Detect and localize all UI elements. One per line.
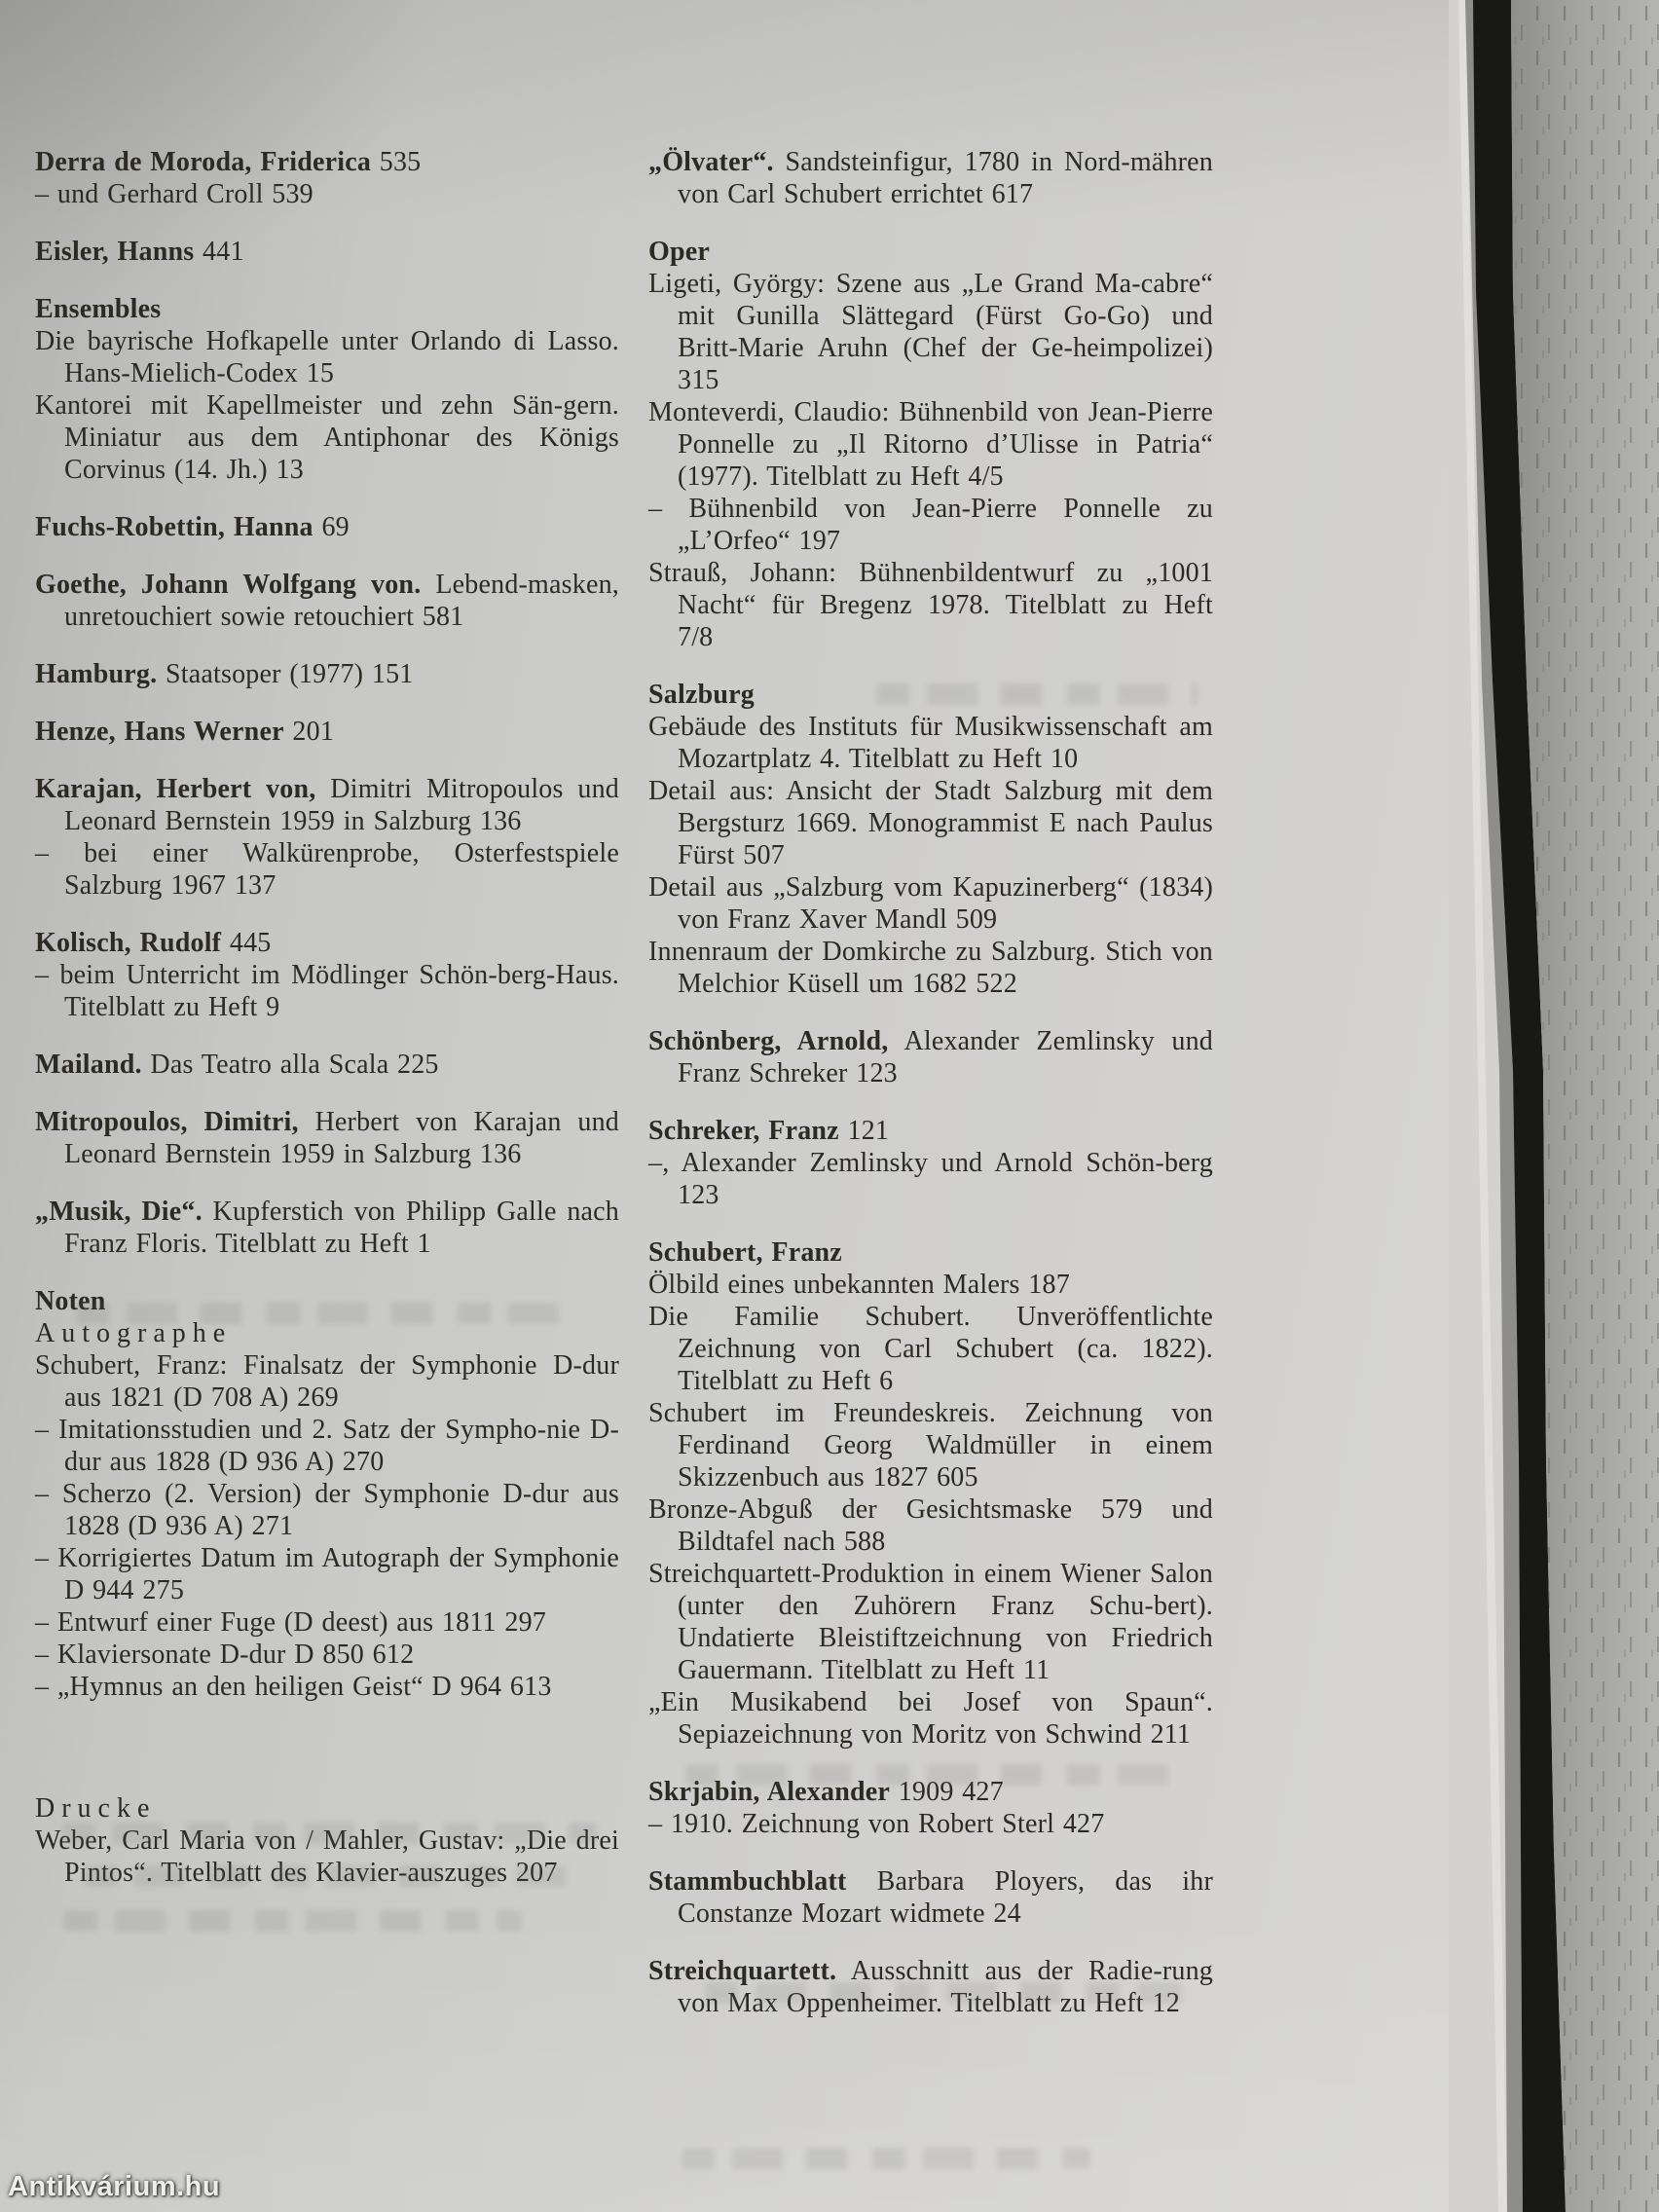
index-entry	[648, 1558, 1213, 1686]
index-entry	[648, 1147, 1213, 1211]
index-entry	[648, 493, 1213, 557]
entry-headword: Schönberg, Arnold,	[648, 1026, 889, 1056]
showthrough-ghost	[64, 1910, 522, 1932]
entry-text: – und Gerhard Croll 539	[35, 179, 313, 209]
entry-text: 535	[371, 147, 422, 177]
entry-text: – beim Unterricht im Mödlinger Schön-berg-Haus. Titelblatt zu Heft 9	[35, 960, 619, 1022]
entry-text: Die Familie Schubert. Unveröffentlichte Zeichnung von Carl Schubert (ca. 1822). Titelblatt zu Heft 6	[648, 1302, 1213, 1396]
entry-text: 69	[313, 512, 350, 542]
entry-text: Detail aus: Ansicht der Stadt Salzburg mit dem Bergsturz 1669. Monogrammist E nach Paulus Fürst 507	[648, 776, 1213, 870]
entry-text: Strauß, Johann: Bühnenbildentwurf zu „1001 Nacht“ für Bregenz 1978. Titelblatt zu Heft 7/8	[648, 558, 1213, 652]
entry-text: Schubert, Franz: Finalsatz der Symphonie D-dur aus 1821 (D 708 A) 269	[35, 1350, 619, 1413]
entry-headword: Noten	[35, 1286, 106, 1316]
entry-text: Kupferstich von Philipp Galle nach Franz Floris. Titelblatt zu Heft 1	[64, 1197, 619, 1259]
index-entry	[648, 268, 1213, 396]
index-entry	[648, 1025, 1213, 1089]
entry-text: Ölbild eines unbekannten Malers 187	[648, 1270, 1070, 1300]
index-entry	[35, 1671, 619, 1703]
index-entry	[35, 1639, 619, 1671]
entry-headword: Skrjabin, Alexander	[648, 1777, 891, 1807]
entry-headword: Eisler, Hanns	[35, 237, 195, 267]
index-entry	[35, 773, 619, 837]
index-entry	[648, 1686, 1213, 1751]
entry-text: – Entwurf einer Fuge (D deest) aus 1811 297	[35, 1607, 546, 1638]
index-entry	[35, 959, 619, 1023]
showthrough-ghost	[76, 1303, 582, 1324]
index-entry	[35, 146, 619, 178]
entry-headword: Ensembles	[35, 294, 162, 324]
entry-text: 1909 427	[890, 1777, 1004, 1807]
index-entry	[648, 1865, 1213, 1930]
entry-text: Barbara Ployers, das ihr Constanze Mozart widmete 24	[678, 1866, 1213, 1929]
entry-text: Staatsoper (1977) 151	[157, 659, 414, 689]
entry-headword: Salzburg	[648, 680, 755, 710]
index-entry	[35, 1606, 619, 1639]
index-entry	[35, 569, 619, 633]
showthrough-ghost	[705, 1982, 1182, 2004]
entry-headword: Henze, Hans Werner	[35, 717, 284, 747]
index-entry	[35, 716, 619, 748]
index-entry	[35, 658, 619, 690]
entry-text: 121	[838, 1116, 890, 1146]
entry-text: – Bühnenbild von Jean-Pierre Ponnelle zu „L’Orfeo“ 197	[648, 494, 1213, 556]
entry-text: Schubert im Freundeskreis. Zeichnung von Ferdinand Georg Waldmüller in einem Skizzenbuch aus 1827 605	[648, 1398, 1213, 1493]
entry-headword: Oper	[648, 237, 711, 267]
entry-text: Herbert von Karajan und Leonard Bernstein 1959 in Salzburg 136	[64, 1107, 619, 1169]
entry-headword: Fuchs-Robettin, Hanna	[35, 512, 313, 542]
entry-text: – „Hymnus an den heiligen Geist“ D 964 613	[35, 1672, 552, 1702]
entry-text: Gebäude des Instituts für Musikwissenschaft am Mozartplatz 4. Titelblatt zu Heft 10	[648, 712, 1213, 774]
entry-headword: Mitropoulos, Dimitri,	[35, 1107, 299, 1137]
entry-text: Innenraum der Domkirche zu Salzburg. Stich von Melchior Küsell um 1682 522	[648, 937, 1213, 999]
index-entry	[648, 557, 1213, 653]
entry-text: Bronze-Abguß der Gesichtsmaske 579 und Bildtafel nach 588	[648, 1494, 1213, 1557]
index-entry	[648, 1493, 1213, 1558]
index-entry	[35, 178, 619, 210]
entry-text: Autographe	[35, 1318, 233, 1348]
index-entry	[35, 389, 619, 486]
entry-headword: Mailand.	[35, 1050, 142, 1080]
entry-text: – Klaviersonate D-dur D 850 612	[35, 1640, 415, 1670]
entry-text: 445	[221, 928, 272, 958]
entry-text: – 1910. Zeichnung von Robert Sterl 427	[648, 1809, 1105, 1839]
index-entry	[35, 837, 619, 902]
section-header	[35, 1792, 619, 1825]
index-entry	[35, 325, 619, 389]
entry-text: –, Alexander Zemlinsky und Arnold Schön-berg 123	[648, 1148, 1213, 1210]
section-header	[648, 236, 1213, 268]
entry-text: – Scherzo (2. Version) der Symphonie D-dur aus 1828 (D 936 A) 271	[35, 1479, 619, 1541]
entry-text: Sandsteinfigur, 1780 in Nord-mähren von Carl Schubert errichtet 617	[678, 147, 1213, 209]
entry-text: Streichquartett-Produktion in einem Wiener Salon (unter den Zuhörern Franz Schu-bert). Undatierte Bleistiftzeichnung von Friedrich Gauermann. Titelblatt zu Heft 11	[648, 1559, 1213, 1685]
entry-headword: „Musik, Die“.	[35, 1197, 203, 1227]
entry-text: Alexander Zemlinsky und Franz Schreker 123	[678, 1026, 1213, 1088]
index-entry	[35, 927, 619, 959]
index-entry	[35, 1542, 619, 1606]
index-entry	[35, 1349, 619, 1414]
entry-text: – Korrigiertes Datum im Autograph der Symphonie D 944 275	[35, 1543, 619, 1605]
section-header	[648, 1236, 1213, 1269]
index-entry	[35, 1414, 619, 1478]
entry-text: Monteverdi, Claudio: Bühnenbild von Jean-Pierre Ponnelle zu „Il Ritorno d’Ulisse in Patria“ (1977). Titelblatt zu Heft 4/5	[648, 397, 1213, 492]
index-entry	[35, 1106, 619, 1170]
index-column-right	[648, 146, 1213, 2019]
entry-headword: Karajan, Herbert von,	[35, 774, 316, 804]
showthrough-ghost	[62, 1823, 598, 1844]
index-entry	[35, 511, 619, 543]
entry-text: Kantorei mit Kapellmeister und zehn Sän-gern. Miniatur aus dem Antiphonar des Königs Corvinus (14. Jh.) 13	[35, 390, 619, 485]
entry-text: Weber, Carl Maria von / Mahler, Gustav: „Die drei Pintos“. Titelblatt des Klavier-auszuges 207	[35, 1825, 619, 1888]
index-entry	[648, 936, 1213, 1000]
entry-text: – Imitationsstudien und 2. Satz der Sympho-nie D-dur aus 1828 (D 936 A) 270	[35, 1415, 619, 1477]
entry-headword: Schubert, Franz	[648, 1237, 842, 1268]
entry-text: Das Teatro alla Scala 225	[141, 1050, 439, 1080]
entry-text: 201	[283, 717, 335, 747]
entry-headword: Schreker, Franz	[648, 1116, 839, 1146]
section-header	[35, 293, 619, 325]
index-entry	[648, 711, 1213, 775]
index-entry	[648, 1301, 1213, 1397]
index-entry	[648, 775, 1213, 871]
index-entry	[35, 1478, 619, 1542]
entry-headword: Kolisch, Rudolf	[35, 928, 222, 958]
index-entry	[35, 1196, 619, 1260]
index-entry	[648, 146, 1213, 210]
entry-headword: Hamburg.	[35, 659, 158, 689]
showthrough-ghost	[876, 683, 1198, 705]
book-edge	[1449, 0, 1659, 2212]
index-entry	[648, 1808, 1213, 1840]
entry-text: Dimitri Mitropoulos und Leonard Bernstein 1959 in Salzburg 136	[64, 774, 619, 836]
index-entry	[35, 1049, 619, 1081]
index-entry	[648, 1269, 1213, 1301]
entry-text: Detail aus „Salzburg vom Kapuzinerberg“ (1834) von Franz Xaver Mandl 509	[648, 872, 1213, 935]
index-entry	[35, 236, 619, 268]
showthrough-ghost	[682, 2148, 1090, 2169]
entry-headword: Stammbuchblatt	[648, 1866, 847, 1897]
watermark: Antikvárium.hu	[8, 2171, 221, 2202]
showthrough-ghost	[685, 1764, 1192, 1786]
index-column-left	[35, 146, 619, 1889]
entry-text: Drucke	[35, 1793, 157, 1824]
entry-text: – bei einer Walkürenprobe, Osterfestspiele Salzburg 1967 137	[35, 838, 619, 901]
showthrough-ghost	[84, 1865, 575, 1887]
index-entry	[648, 1397, 1213, 1493]
entry-text: Ausschnitt aus der Radie-rung von Max Oppenheimer. Titelblatt zu Heft 12	[678, 1956, 1213, 2018]
index-entry	[648, 396, 1213, 493]
entry-headword: Derra de Moroda, Friderica	[35, 147, 372, 177]
entry-text: Ligeti, György: Szene aus „Le Grand Ma-cabre“ mit Gunilla Slättegard (Fürst Go-Go) und Britt-Marie Aruhn (Chef der Ge-heimpolizei) 315	[648, 269, 1213, 395]
entry-text: Die bayrische Hofkapelle unter Orlando di Lasso. Hans-Mielich-Codex 15	[35, 326, 619, 388]
index-entry	[648, 1115, 1213, 1147]
index-entry	[648, 871, 1213, 936]
entry-text: 441	[194, 237, 244, 267]
entry-text: Lebend-masken, unretouchiert sowie retouchiert 581	[64, 570, 619, 632]
entry-text: „Ein Musikabend bei Josef von Spaun“. Sepiazeichnung von Moritz von Schwind 211	[648, 1687, 1213, 1750]
entry-headword: Goethe, Johann Wolfgang von.	[35, 570, 422, 600]
entry-headword: Streichquartett.	[648, 1956, 837, 1986]
entry-headword: „Ölvater“.	[648, 147, 774, 177]
